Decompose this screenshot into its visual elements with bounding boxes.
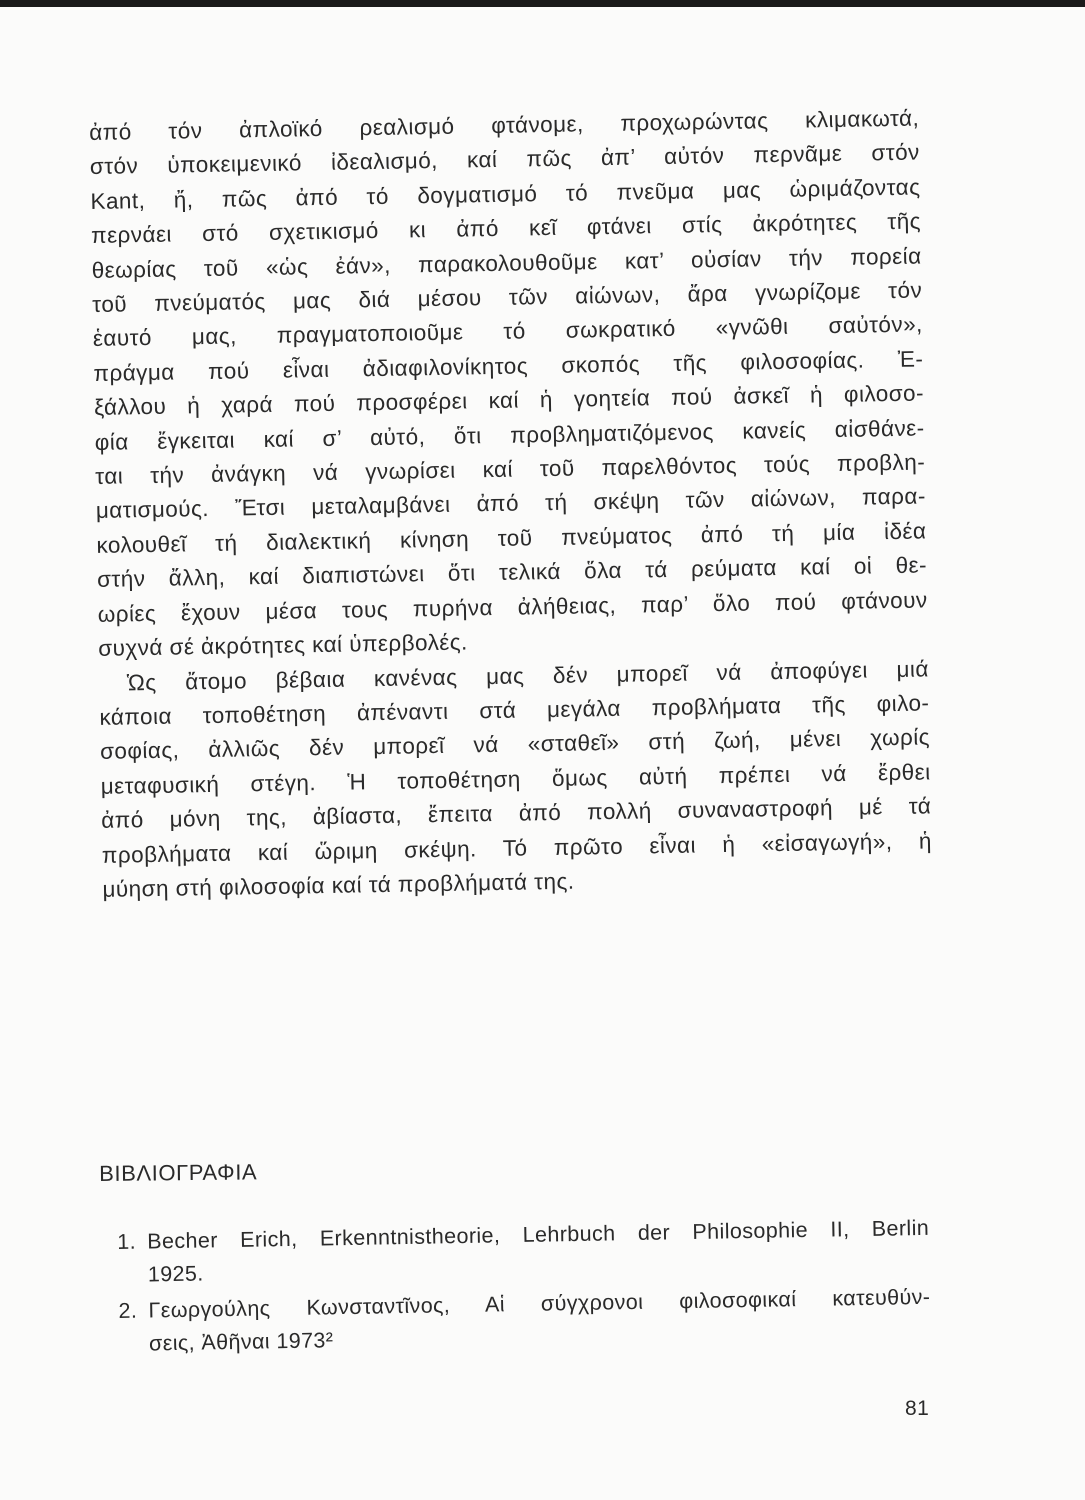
bibliography-item-text [147,1212,930,1292]
text-line: κάποια τοποθέτηση ἀπέναντι στά μεγάλα προβλήματα τῆς φιλο- [99,690,930,730]
bibliography-item [117,1212,930,1292]
bibliography-line: 1925. [147,1261,204,1287]
bibliography-item [118,1281,931,1361]
page-number: 81 [905,1397,930,1420]
scan-top-edge [0,0,1085,7]
bibliography-item-number: 2. [118,1298,138,1323]
text-line: περνάει στό σχετικισμό κι ἀπό κεῖ φτάνει στίς ἀκρότητες τῆς [90,208,922,249]
bibliography-item-number: 1. [117,1229,137,1254]
bibliography-heading: ΒΙΒΛΙΟΓΡΑΦΙΑ [99,1159,258,1186]
text-line: κολουθεῖ τή διαλεκτική κίνηση τοῦ πνεύματος ἀπό τή μία ἰδέα [96,518,927,558]
text-line: ἀπό μόνη της, ἀβίαστα, ἔπειτα ἀπό πολλή συναναστροφή μέ τά [101,793,932,834]
text-line: τοῦ πνεύματός μας διά μέσου τῶν αἰώνων, ἄρα γνωρίζομε τόν [92,277,923,318]
text-line: προβλήματα καί ὥριμη σκέψη. Τό πρῶτο εἶναι ἡ «εἰσαγωγή», ἡ [101,827,932,868]
text-line: στόν ὑποκειμενικό ἰδεαλισμό, καί πῶς ἀπ’ αὐτόν περνᾶμε στόν [89,139,920,180]
text-line: Ὡς ἄτομο βέβαια κανένας μας δέν μπορεῖ νά ἀποφύγει μιά [126,655,929,695]
text-line: θεωρίας τοῦ «ὡς ἐάν», παρακολουθοῦμε κατ’ οὐσίαν τήν πορεία [91,243,922,283]
text-line: ἑαυτό μας, πραγματοποιοῦμε τό σωκρατικό «γνῶθι σαὐτόν», [92,311,923,352]
text-line: μύηση στή φιλοσοφία καί τά προβλήματά της. [102,868,575,902]
text-line: μεταφυσική στέγη. Ἡ τοποθέτηση ὅμως αὐτή πρέπει νά ἔρθει [100,759,931,799]
bibliography-line: σεις, Ἀθῆναι 1973² [148,1328,334,1356]
text-line: ται τήν ἀνάγκη νά γνωρίσει καί τοῦ παρελθόντος τούς προβλη- [95,449,926,490]
bibliography-list [117,1212,931,1364]
text-line: σοφίας, ἀλλιῶς δέν μπορεῖ νά «σταθεῖ» στή ζωή, μένει χωρίς [99,724,931,765]
text-line: συχνά σέ ἀκρότητες καί ὑπερβολές. [98,629,468,662]
text-line: ξάλλου ἡ χαρά πού προσφέρει καί ἡ γοητεία πού ἀσκεῖ ἡ φιλοσο- [93,380,925,421]
text-line: ματισμούς. Ἔτσι μεταλαμβάνει ἀπό τή σκέψη τῶν αἰώνων, παρα- [95,483,926,524]
body-text [89,102,933,908]
text-line: Kant, ἤ, πῶς ἀπό τό δογματισμό τό πνεῦμα μας ὡριμάζοντας [90,174,921,214]
bibliography-line: Becher Erich, Erkenntnistheorie, Lehrbuch der Philosophie II, Berlin [147,1215,930,1254]
text-line: ωρίες ἔχουν μέσα τους πυρήνα ἀλήθειας, παρ’ ὅλο πού φτάνουν [97,587,928,627]
text-line: ἀπό τόν ἀπλοϊκό ρεαλισμό φτάνομε, προχωρώντας κλιμακωτά, [89,105,920,145]
text-line: πράγμα πού εἶναι ἀδιαφιλονίκητος σκοπός τῆς φιλοσοφίας. Ἐ- [93,346,924,386]
bibliography-line: Γεωργούλης Κωνσταντῖνος, Αἱ σύγχρονοι φιλοσοφικαί κατευθύν- [148,1284,931,1323]
text-line: φία ἔγκειται καί σ’ αὐτό, ὅτι προβληματιζόμενος κανείς αἰσθάνε- [94,415,925,455]
bibliography-item-text [148,1281,931,1361]
text-line: στήν ἄλλη, καί διαπιστώνει ὅτι τελικά ὅλα τά ρεύματα καί οἱ θε- [96,552,928,593]
